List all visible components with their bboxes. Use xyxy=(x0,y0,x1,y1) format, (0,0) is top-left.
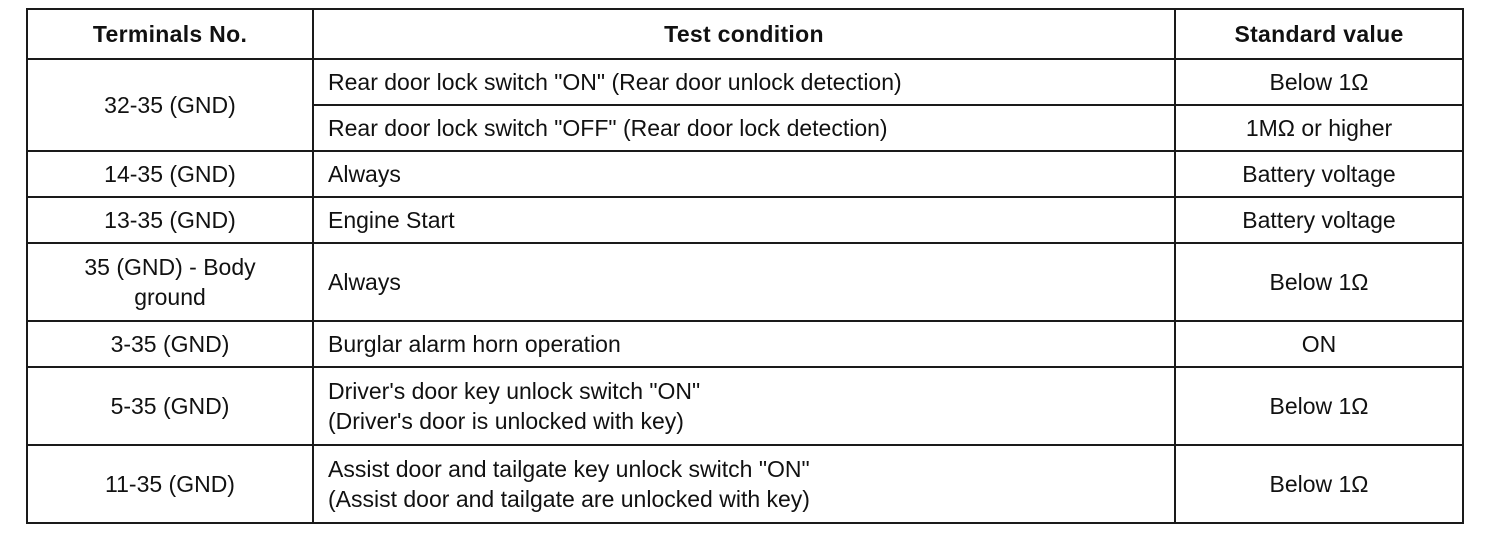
standard-value-cell: Below 1Ω xyxy=(1175,445,1463,523)
test-condition-line: (Assist door and tailgate are unlocked with key) xyxy=(328,486,810,512)
test-condition-line: (Driver's door is unlocked with key) xyxy=(328,408,684,434)
terminals-cell: 3-35 (GND) xyxy=(27,321,313,367)
test-condition-cell: Burglar alarm horn operation xyxy=(313,321,1175,367)
table-row xyxy=(27,445,1463,523)
test-condition-cell: Rear door lock switch "ON" (Rear door unlock detection) xyxy=(313,59,1175,105)
test-condition-cell xyxy=(313,367,1175,445)
terminals-cell: 13-35 (GND) xyxy=(27,197,313,243)
terminals-cell: 11-35 (GND) xyxy=(27,445,313,523)
standard-value-cell: Below 1Ω xyxy=(1175,243,1463,321)
test-condition-cell: Always xyxy=(313,151,1175,197)
standard-value-cell: Battery voltage xyxy=(1175,197,1463,243)
terminals-cell xyxy=(27,243,313,321)
terminals-cell: 32-35 (GND) xyxy=(27,59,313,151)
table-header-row xyxy=(27,9,1463,59)
header-standard-value: Standard value xyxy=(1175,9,1463,59)
standard-value-cell: Below 1Ω xyxy=(1175,367,1463,445)
test-condition-cell xyxy=(313,445,1175,523)
test-condition-cell: Rear door lock switch "OFF" (Rear door lock detection) xyxy=(313,105,1175,151)
test-condition-line: Assist door and tailgate key unlock switch "ON" xyxy=(328,456,810,482)
table-row xyxy=(27,151,1463,197)
standard-value-cell: 1MΩ or higher xyxy=(1175,105,1463,151)
terminals-cell: 5-35 (GND) xyxy=(27,367,313,445)
test-condition-cell: Engine Start xyxy=(313,197,1175,243)
terminals-line: ground xyxy=(134,284,206,310)
table-row xyxy=(27,59,1463,105)
table-row xyxy=(27,243,1463,321)
terminal-inspection-table xyxy=(26,8,1464,524)
table-row xyxy=(27,321,1463,367)
header-test-condition: Test condition xyxy=(313,9,1175,59)
terminals-cell: 14-35 (GND) xyxy=(27,151,313,197)
header-terminals: Terminals No. xyxy=(27,9,313,59)
test-condition-cell: Always xyxy=(313,243,1175,321)
standard-value-cell: Below 1Ω xyxy=(1175,59,1463,105)
standard-value-cell: Battery voltage xyxy=(1175,151,1463,197)
table-row xyxy=(27,367,1463,445)
table-row xyxy=(27,197,1463,243)
terminals-line: 35 (GND) - Body xyxy=(84,254,256,280)
test-condition-line: Driver's door key unlock switch "ON" xyxy=(328,378,701,404)
standard-value-cell: ON xyxy=(1175,321,1463,367)
